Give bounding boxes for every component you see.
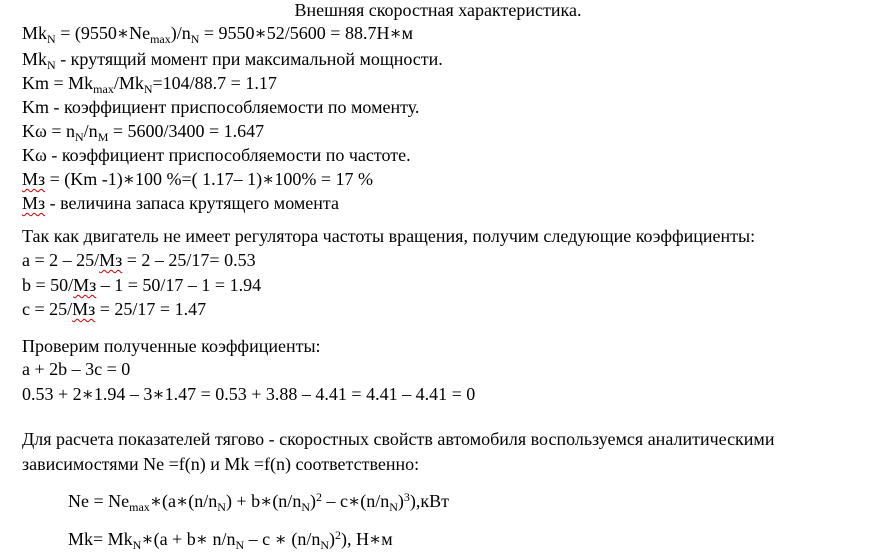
text-line-l8 — [22, 192, 339, 214]
text-run: Для расчета показателей тягово - скоростных свойств автомобиля воспользуемся аналитическими — [22, 429, 775, 449]
subscript: N — [217, 500, 226, 514]
text-run: ∗(a∗(n/n — [149, 491, 218, 511]
text-run: /Mk — [113, 73, 144, 93]
text-run: ) — [397, 491, 404, 511]
superscript: 2 — [315, 490, 322, 504]
text-run: Mз — [99, 250, 123, 270]
text-run: ) — [329, 529, 336, 549]
text-run: ) — [309, 491, 316, 511]
text-run: Km = Mk — [22, 73, 94, 93]
text-line-l14 — [22, 358, 130, 380]
superscript: 3 — [403, 490, 410, 504]
text-run: ) + b∗(n/n — [225, 491, 302, 511]
text-run: - крутящий момент при максимальной мощности. — [55, 49, 443, 69]
text-run: 0.53 + 2∗1.94 – 3∗1.47 = 0.53 + 3.88 – 4.41 = 4.41 – 4.41 = 0 — [22, 384, 476, 404]
text-run: /n — [83, 121, 98, 141]
text-line-l11 — [22, 274, 261, 296]
subscript: N — [143, 82, 153, 96]
text-line-l5 — [22, 120, 264, 142]
text-run: a = 2 – 25/ — [22, 250, 100, 270]
text-run: – c ∗ (n/n — [244, 529, 321, 549]
subscript: N — [47, 32, 56, 46]
subscript: N — [47, 58, 56, 72]
text-run: Так как двигатель не имеет регулятора частоты вращения, получим следующие коэффициенты: — [22, 226, 756, 246]
text-run: = 25/17 = 1.47 — [95, 299, 207, 319]
text-line-l10 — [22, 249, 256, 271]
text-line-l16 — [22, 428, 774, 450]
subscript: max — [93, 82, 114, 96]
text-run: – c∗(n/n — [321, 491, 390, 511]
text-run: ∗(a + b∗ n/n — [141, 529, 236, 549]
text-run: Mk — [22, 23, 48, 43]
text-line-l1 — [22, 22, 413, 44]
text-run: - величина запаса крутящего момента — [45, 193, 339, 213]
text-run: Kω = n — [22, 121, 75, 141]
text-run: = 2 – 25/17= 0.53 — [122, 250, 256, 270]
text-run: ),кВт — [409, 491, 449, 511]
text-line-l7 — [22, 168, 373, 190]
subscript: M — [97, 130, 109, 144]
subscript: N — [190, 32, 200, 46]
text-run: ), Н∗м — [341, 529, 393, 549]
text-run: =104/88.7 = 1.17 — [152, 73, 277, 93]
text-run: Mз — [22, 193, 46, 213]
text-run: Mk= Mk — [68, 529, 133, 549]
text-run: = 5600/3400 = 1.647 — [108, 121, 265, 141]
subscript: max — [150, 32, 171, 46]
text-run: b = 50/ — [22, 275, 74, 295]
text-line-l12 — [22, 298, 206, 320]
text-run: c = 25/ — [22, 299, 73, 319]
text-run: зависимостями Ne =f(n) и Mk =f(n) соответственно: — [22, 454, 420, 474]
text-run: )/n — [170, 23, 191, 43]
document-title: Внешняя скоростная характеристика. — [294, 0, 582, 20]
text-run: Mз — [72, 299, 96, 319]
subscript: max — [129, 500, 150, 514]
subscript: N — [132, 538, 142, 552]
text-line-l18 — [68, 490, 449, 512]
text-line-l19 — [68, 528, 393, 550]
text-run: Ne = Ne — [68, 491, 130, 511]
subscript: N — [301, 500, 310, 514]
subscript: N — [235, 538, 245, 552]
text-run: Mз — [22, 169, 46, 189]
superscript: 2 — [335, 528, 342, 542]
text-run: Mk — [22, 49, 48, 69]
text-line-l3 — [22, 72, 277, 94]
text-run: – 1 = 50/17 – 1 = 1.94 — [96, 275, 262, 295]
subscript: N — [75, 130, 84, 144]
text-run: a + 2b – 3c = 0 — [22, 359, 131, 379]
text-run: = 9550∗52/5600 = 88.7Н∗м — [199, 23, 414, 43]
text-run: Проверим полученные коэффициенты: — [22, 336, 321, 356]
text-line-l17 — [22, 453, 419, 475]
text-line-l15 — [22, 383, 475, 405]
text-line-l9 — [22, 225, 755, 247]
text-run: Mз — [73, 275, 97, 295]
text-line-l4 — [22, 96, 419, 118]
text-line-l13 — [22, 335, 321, 357]
text-line-l6 — [22, 144, 411, 166]
text-run: Kω - коэффициент приспособляемости по частоте. — [22, 145, 411, 165]
text-run: = (Km -1)∗100 %=( 1.17– 1)∗100% = 17 % — [45, 169, 374, 189]
text-run: Km - коэффициент приспособляемости по моменту. — [22, 97, 420, 117]
subscript: N — [389, 500, 398, 514]
subscript: N — [320, 538, 330, 552]
text-line-l2 — [22, 48, 443, 70]
text-run: = (9550∗Ne — [55, 23, 151, 43]
